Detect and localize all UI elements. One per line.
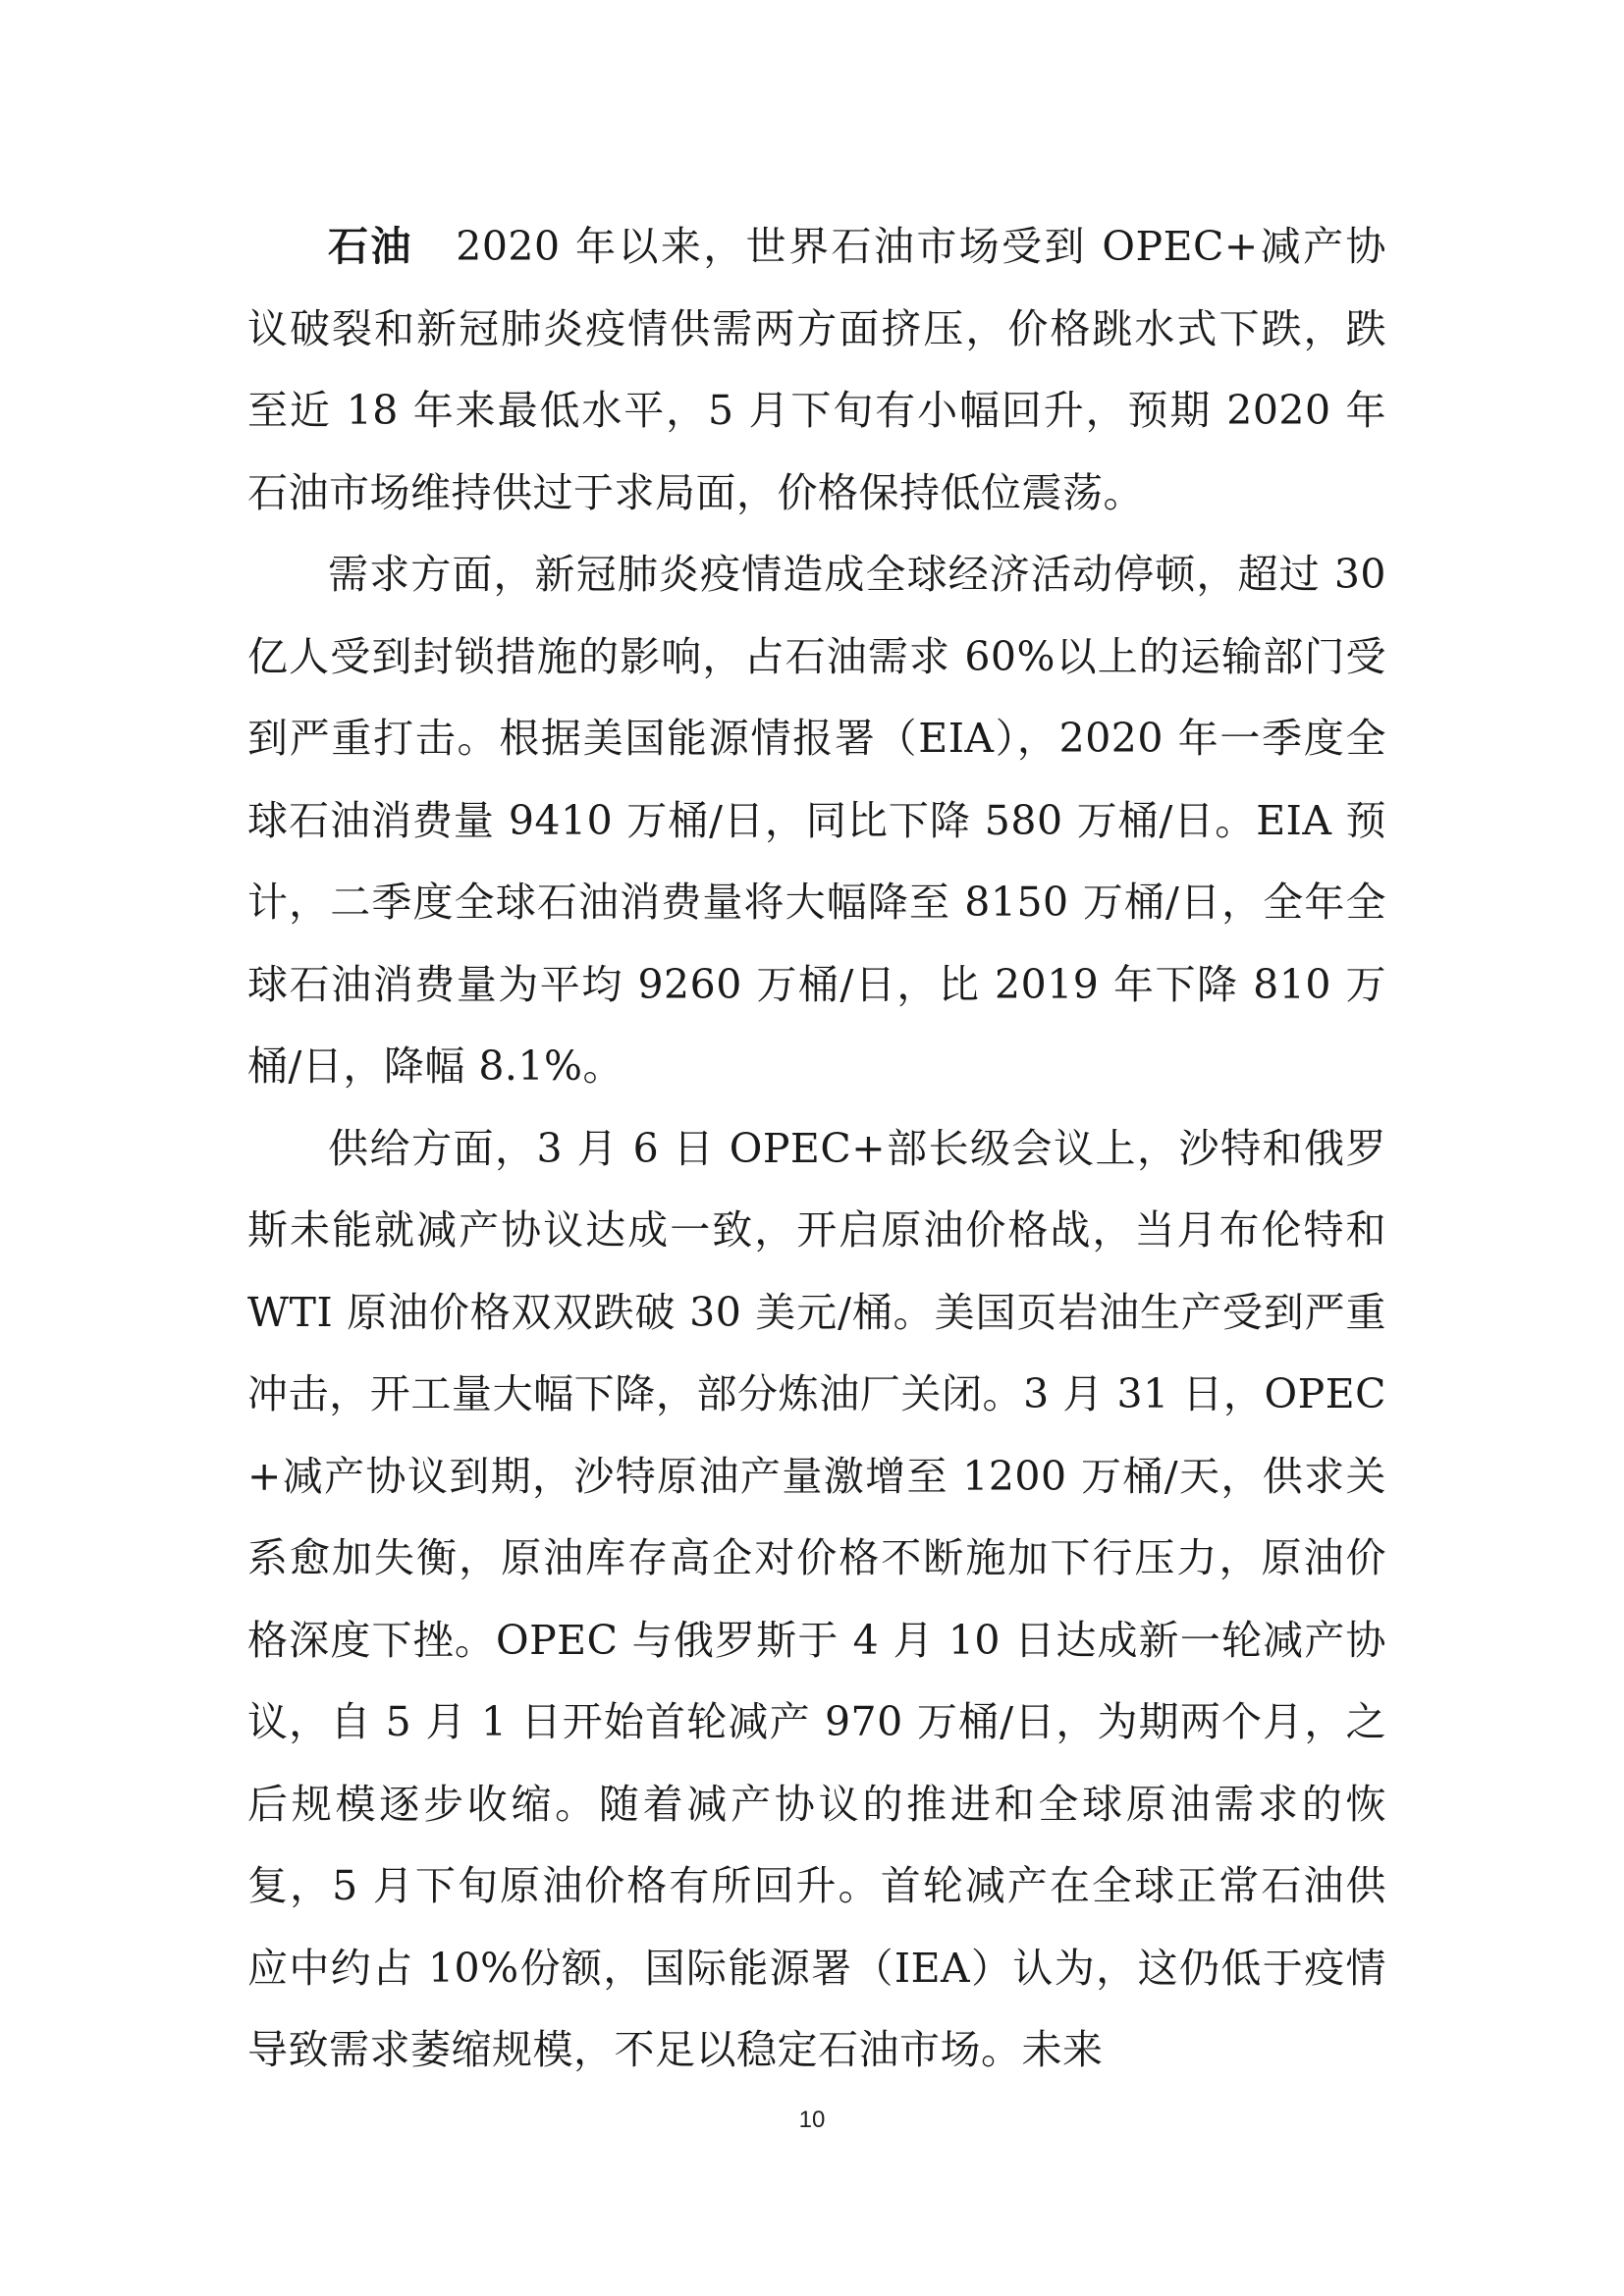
paragraph-oil-overview xyxy=(247,206,1386,534)
paragraph-text: 需求方面，新冠肺炎疫情造成全球经济活动停顿，超过 30 亿人受到封锁措施的影响，占石油需求 60%以上的运输部门受到严重打击。根据美国能源情报署（EIA），2020 年一季度全球石油消费量 9410 万桶/日，同比下降 580 万桶/日。EIA 预计，二季度全球石油消费量将大幅降至 8150 万桶/日，全年全球石油消费量为平均 9260 万桶/日，比 2019 年下降 810 万桶/日，降幅 8.1%。 xyxy=(247,551,1386,1090)
page-number: 10 xyxy=(798,2107,826,2133)
paragraph-demand xyxy=(247,534,1386,1108)
paragraph-supply xyxy=(247,1108,1386,2092)
paragraph-lead-term: 石油 xyxy=(328,223,413,270)
body-text xyxy=(247,206,1386,2092)
paragraph-text: 2020 年以来，世界石油市场受到 OPEC+减产协议破裂和新冠肺炎疫情供需两方面挤压，价格跳水式下跌，跌至近 18 年来最低水平，5 月下旬有小幅回升，预期 2020 年石油市场维持供过于求局面，价格保持低位震荡。 xyxy=(247,223,1386,516)
paragraph-text: 供给方面，3 月 6 日 OPEC+部长级会议上，沙特和俄罗斯未能就减产协议达成一致，开启原油价格战，当月布伦特和 WTI 原油价格双双跌破 30 美元/桶。美国页岩油生产受到严重冲击，开工量大幅下降，部分炼油厂关闭。3 月 31 日，OPEC+减产协议到期，沙特原油产量激增至 1200 万桶/天，供求关系愈加失衡，原油库存高企对价格不断施加下行压力，原油价格深度下挫。OPEC 与俄罗斯于 4 月 10 日达成新一轮减产协议，自 5 月 1 日开始首轮减产 970 万桶/日，为期两个月，之后规模逐步收缩。随着减产协议的推进和全球原油需求的恢复，5 月下旬原油价格有所回升。首轮减产在全球正常石油供应中约占 10%份额，国际能源署（IEA）认为，这仍低于疫情导致需求萎缩规模，不足以稳定石油市场。未来 xyxy=(247,1124,1386,2073)
